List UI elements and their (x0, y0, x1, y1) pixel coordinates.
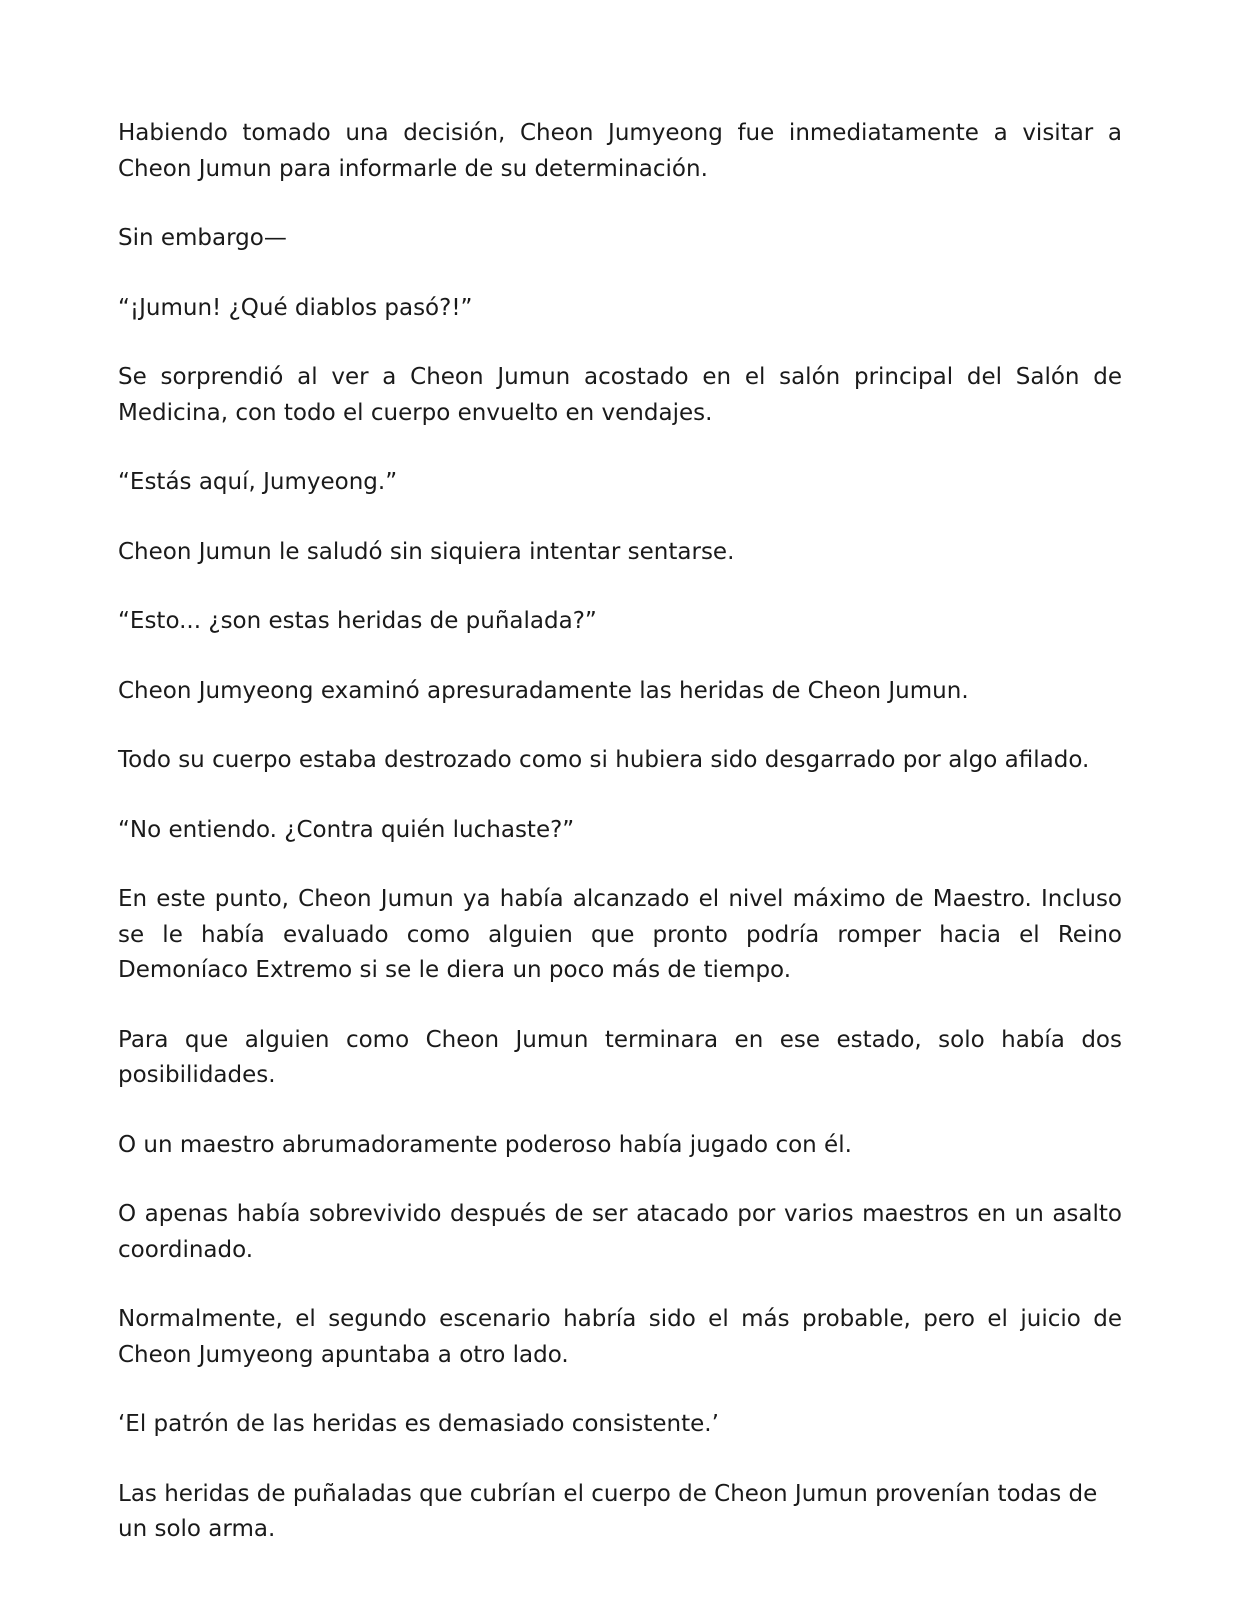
paragraph: ‘El patrón de las heridas es demasiado consistente.’ (118, 1411, 719, 1437)
paragraph: En este punto, Cheon Jumun ya había alcanzado el nivel máximo de Maestro. Incluso se le había evaluado como alguien que pronto podría romper hacia el Reino Demoníaco Extremo si se le diera un poco más de tiempo. (118, 886, 1122, 983)
paragraph: Cheon Jumyeong examinó apresuradamente las heridas de Cheon Jumun. (118, 677, 969, 704)
paragraph: Para que alguien como Cheon Jumun terminara en ese estado, solo había dos posibilidades. (118, 1026, 1122, 1088)
paragraph: “No entiendo. ¿Contra quién luchaste?” (118, 816, 575, 843)
paragraph: “¡Jumun! ¿Qué diablos pasó?!” (118, 294, 473, 321)
paragraph: “Estás aquí, Jumyeong.” (118, 469, 398, 495)
paragraph: Se sorprendió al ver a Cheon Jumun acostado en el salón principal del Salón de Medicina, con todo el cuerpo envuelto en vendajes. (118, 364, 1122, 426)
paragraph: Habiendo tomado una decisión, Cheon Jumyeong fue inmediatamente a visitar a Cheon Jumun para informarle de su determinación. (118, 120, 1122, 182)
paragraph: “Esto... ¿son estas heridas de puñalada?” (118, 608, 597, 634)
paragraph: Todo su cuerpo estaba destrozado como si hubiera sido desgarrado por algo afilado. (118, 747, 1090, 773)
paragraph: Cheon Jumun le saludó sin siquiera intentar sentarse. (118, 538, 735, 565)
paragraph: Normalmente, el segundo escenario habría sido el más probable, pero el juicio de Cheon Jumyeong apuntaba a otro lado. (118, 1306, 1122, 1368)
paragraph: O apenas había sobrevivido después de ser atacado por varios maestros en un asalto coordinado. (118, 1201, 1122, 1263)
paragraph: O un maestro abrumadoramente poderoso había jugado con él. (118, 1131, 852, 1158)
document-page (118, 116, 1122, 1582)
paragraph: Sin embargo— (118, 225, 287, 251)
paragraph: Las heridas de puñaladas que cubrían el cuerpo de Cheon Jumun provenían todas de un solo arma. (118, 1480, 1098, 1542)
